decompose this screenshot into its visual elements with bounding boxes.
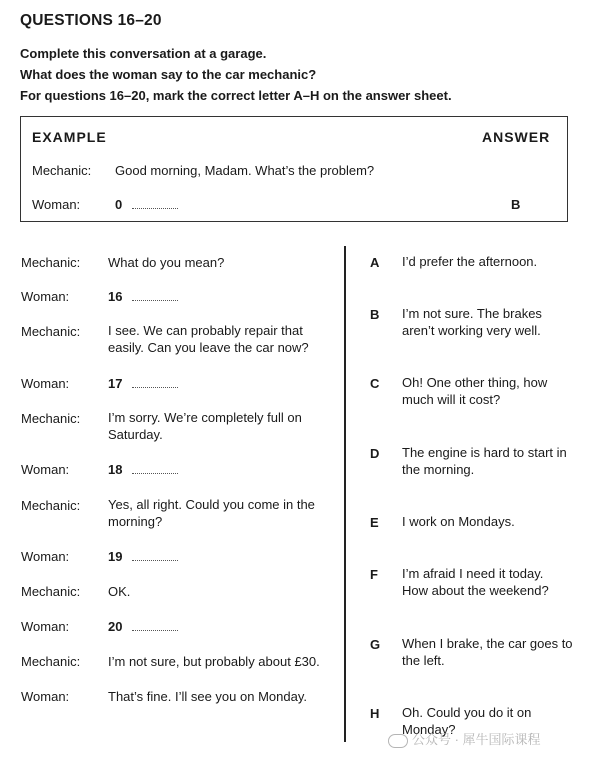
answer-blank-19[interactable] [108,549,178,564]
dialogue-speaker: Woman: [21,462,70,477]
option-text: I’d prefer the afternoon. [402,254,538,269]
watermark [388,729,541,748]
instruction-line-2: What does the woman say to the car mechanic? [20,67,317,82]
option-letter: A [370,255,380,270]
option-letter: B [370,307,380,322]
example-mechanic-speaker: Mechanic: [32,163,92,178]
option-letter: E [370,515,379,530]
watermark-text: 公众号 · 犀牛国际课程 [412,732,541,747]
question-number: 19 [108,549,123,564]
dotted-line [132,551,178,561]
answer-blank-18[interactable] [108,462,178,477]
dotted-line [132,621,178,631]
answer-blank-16[interactable] [108,289,178,304]
dialogue-text: OK. [108,584,131,599]
option-letter: C [370,376,380,391]
dialogue-text: That’s fine. I’ll see you on Monday. [108,689,307,704]
instruction-line-1: Complete this conversation at a garage. [20,46,267,61]
dotted-line [132,291,178,301]
question-number: 20 [108,619,123,634]
option-text: I’m afraid I need it today. How about the weekend? [402,566,549,598]
dialogue-speaker: Woman: [21,289,70,304]
wechat-icon [388,734,408,748]
column-divider [344,246,346,742]
answer-header: ANSWER [482,129,551,145]
option-letter: G [370,637,381,652]
example-answer: B [511,197,521,212]
option-letter: D [370,446,380,461]
dotted-line [132,464,178,474]
dialogue-text: What do you mean? [108,255,225,270]
dialogue-speaker: Mechanic: [21,324,81,339]
example-woman-speaker: Woman: [32,197,81,212]
option-text: Oh! One other thing, how much will it cost? [402,375,548,407]
option-letter: H [370,706,380,721]
dialogue-speaker: Mechanic: [21,255,81,270]
example-title: EXAMPLE [32,129,107,145]
example-dotted-line [132,199,178,209]
dotted-line [132,378,178,388]
example-mechanic-line: Good morning, Madam. What’s the problem? [115,163,375,178]
dialogue-speaker: Woman: [21,549,70,564]
dialogue-text: I’m sorry. We’re completely full on Saturday. [108,410,302,442]
question-number: 17 [108,376,123,391]
dialogue-speaker: Mechanic: [21,584,81,599]
option-text: I work on Mondays. [402,514,515,529]
dialogue-speaker: Mechanic: [21,654,81,669]
dialogue-speaker: Mechanic: [21,411,81,426]
answer-blank-20[interactable] [108,619,178,634]
dialogue-speaker: Mechanic: [21,498,81,513]
option-text: The engine is hard to start in the morning. [402,445,567,477]
example-answer-blank [115,197,178,212]
dialogue-text: I see. We can probably repair that easily. Can you leave the car now? [108,323,309,355]
question-number: 16 [108,289,123,304]
dialogue-text: Yes, all right. Could you come in the morning? [108,497,315,529]
answer-blank-17[interactable] [108,376,178,391]
option-letter: F [370,567,378,582]
option-text: When I brake, the car goes to the left. [402,636,573,668]
page-title: QUESTIONS 16–20 [20,12,162,29]
instruction-line-3: For questions 16–20, mark the correct letter A–H on the answer sheet. [20,88,452,103]
dialogue-speaker: Woman: [21,689,70,704]
question-number: 18 [108,462,123,477]
dialogue-text: I’m not sure, but probably about £30. [108,654,320,669]
example-number: 0 [115,197,123,212]
dialogue-speaker: Woman: [21,619,70,634]
dialogue-speaker: Woman: [21,376,70,391]
option-text: I’m not sure. The brakes aren’t working very well. [402,306,542,338]
option-text: Oh. Could you do it on Monday? [402,705,532,737]
